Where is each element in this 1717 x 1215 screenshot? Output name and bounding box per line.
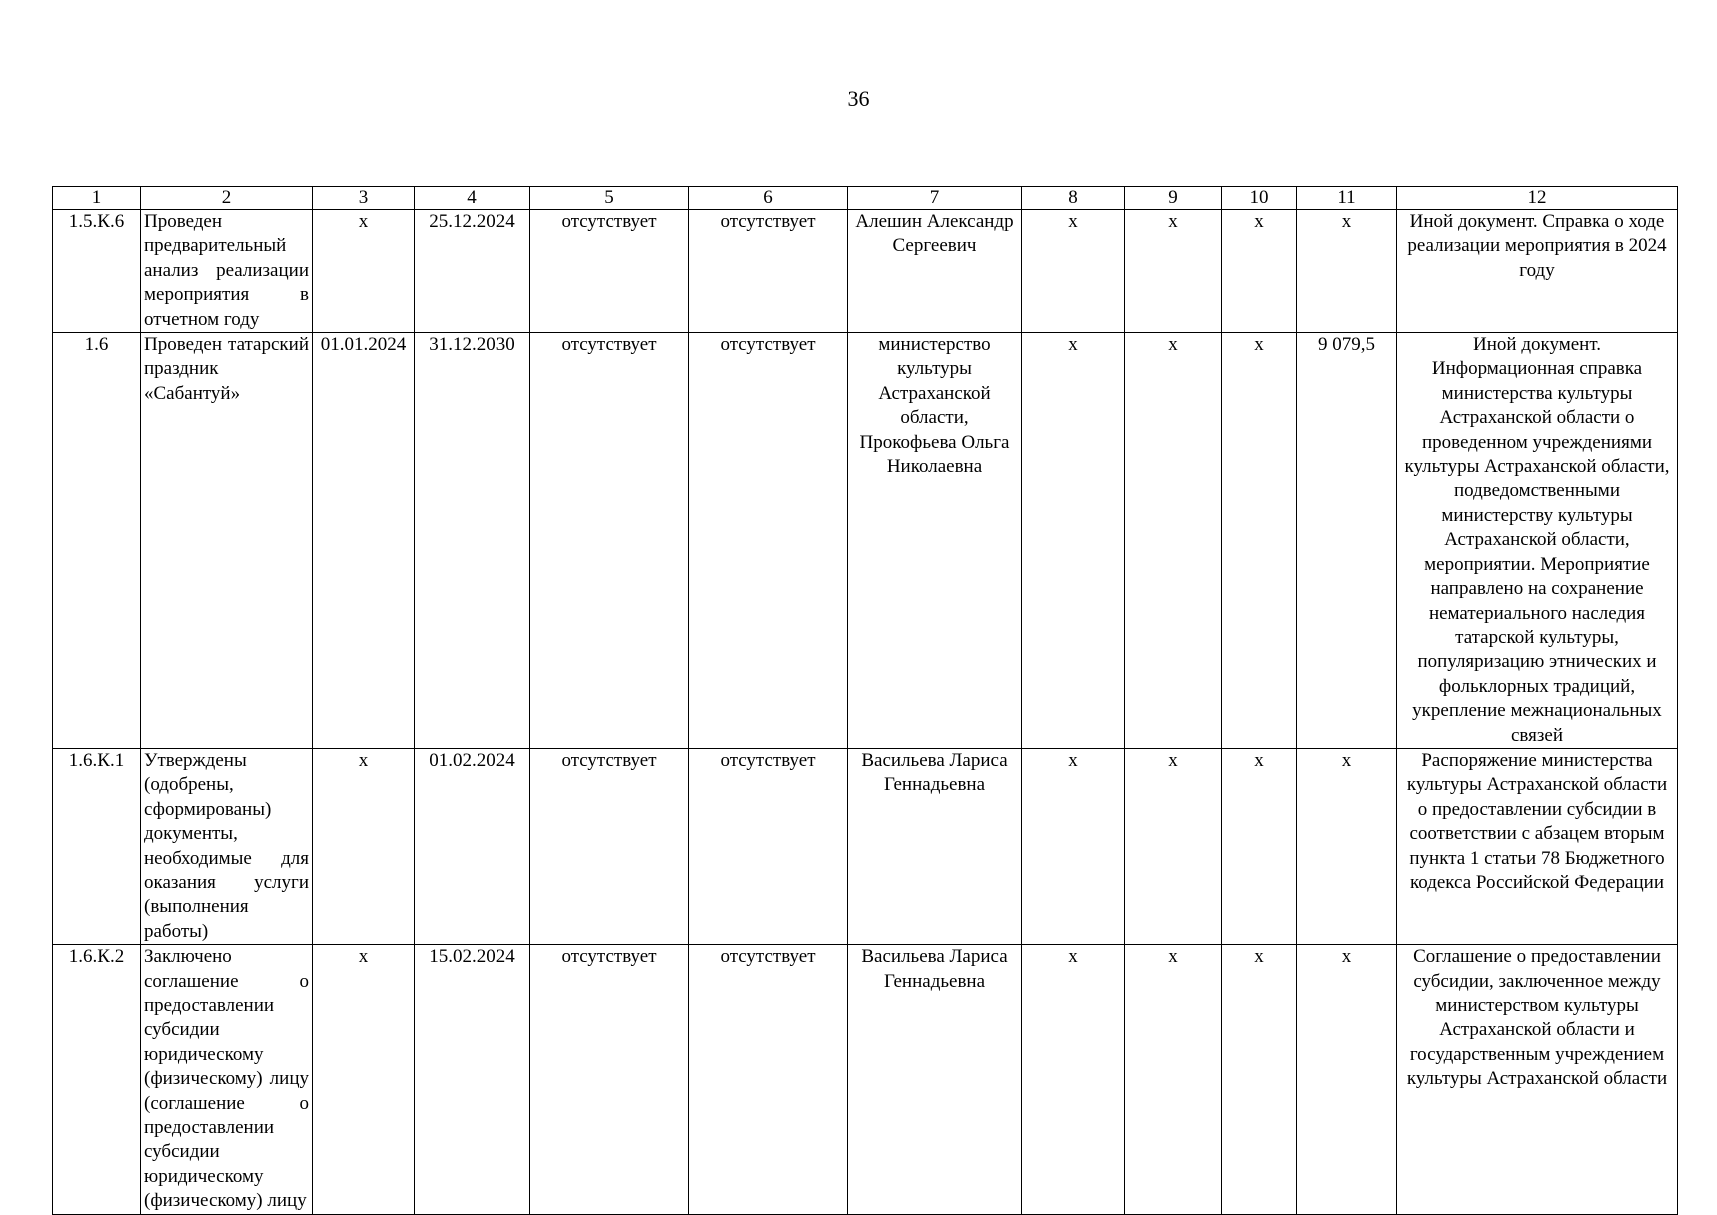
col-header-11: 11	[1297, 187, 1397, 210]
cell-id: 1.6.К.1	[53, 748, 141, 944]
col-header-10: 10	[1222, 187, 1297, 210]
col-header-4: 4	[415, 187, 530, 210]
data-table	[52, 186, 1678, 1215]
col-header-1: 1	[53, 187, 141, 210]
cell-col10: x	[1222, 333, 1297, 749]
table-row	[53, 210, 1678, 333]
cell-col6: отсутствует	[689, 210, 848, 333]
table-row	[53, 748, 1678, 944]
cell-col10: x	[1222, 945, 1297, 1214]
cell-end: 31.12.2030	[415, 333, 530, 749]
table-row	[53, 333, 1678, 749]
cell-col6: отсутствует	[689, 748, 848, 944]
col-header-9: 9	[1125, 187, 1222, 210]
cell-col11: x	[1297, 748, 1397, 944]
cell-col9: x	[1125, 210, 1222, 333]
cell-col5: отсутствует	[530, 945, 689, 1214]
table-row	[53, 945, 1678, 1214]
cell-responsible: Васильева Лариса Геннадьевна	[848, 945, 1022, 1214]
cell-name: Утверждены (одобрены, сформированы) документы, необходимые для оказания услуги (выполнения работы)	[141, 748, 313, 944]
cell-col11: x	[1297, 945, 1397, 1214]
col-header-8: 8	[1022, 187, 1125, 210]
cell-document: Иной документ. Информационная справка министерства культуры Астраханской области о проведенном учреждениями культуры Астраханской области, подведомственными министерству культуры Астраханской области, мероприятии. Мероприятие направлено на сохранение нематериального наследия татарской культуры, популяризацию этнических и фольклорных традиций, укрепление межнациональных связей	[1397, 333, 1678, 749]
cell-col8: x	[1022, 210, 1125, 333]
cell-col6: отсутствует	[689, 945, 848, 1214]
col-header-3: 3	[313, 187, 415, 210]
cell-col11: x	[1297, 210, 1397, 333]
cell-start: x	[313, 748, 415, 944]
cell-col5: отсутствует	[530, 210, 689, 333]
cell-end: 25.12.2024	[415, 210, 530, 333]
cell-responsible: Алешин Александр Сергеевич	[848, 210, 1022, 333]
cell-col10: x	[1222, 210, 1297, 333]
cell-name: Заключено соглашение о предоставлении субсидии юридическому (физическому) лицу (соглашение о предоставлении субсидии юридическому (физическому) лицу	[141, 945, 313, 1214]
col-header-12: 12	[1397, 187, 1678, 210]
page-number: 36	[847, 86, 870, 111]
cell-col6: отсутствует	[689, 333, 848, 749]
cell-id: 1.6	[53, 333, 141, 749]
cell-start: 01.01.2024	[313, 333, 415, 749]
cell-id: 1.6.К.2	[53, 945, 141, 1214]
cell-name: Проведен предварительный анализ реализации мероприятия в отчетном году	[141, 210, 313, 333]
cell-col8: x	[1022, 748, 1125, 944]
cell-col5: отсутствует	[530, 748, 689, 944]
cell-col9: x	[1125, 748, 1222, 944]
cell-col10: x	[1222, 748, 1297, 944]
cell-document: Иной документ. Справка о ходе реализации мероприятия в 2024 году	[1397, 210, 1678, 333]
cell-document: Соглашение о предоставлении субсидии, заключенное между министерством культуры Астраханской области и государственным учреждением культуры Астраханской области	[1397, 945, 1678, 1214]
cell-col9: x	[1125, 333, 1222, 749]
cell-id: 1.5.К.6	[53, 210, 141, 333]
cell-name: Проведен татарский праздник «Сабантуй»	[141, 333, 313, 749]
cell-col9: x	[1125, 945, 1222, 1214]
header-row	[53, 187, 1678, 210]
cell-col5: отсутствует	[530, 333, 689, 749]
col-header-2: 2	[141, 187, 313, 210]
cell-responsible: Васильева Лариса Геннадьевна	[848, 748, 1022, 944]
cell-start: x	[313, 210, 415, 333]
cell-col11: 9 079,5	[1297, 333, 1397, 749]
col-header-7: 7	[848, 187, 1022, 210]
cell-start: x	[313, 945, 415, 1214]
col-header-5: 5	[530, 187, 689, 210]
cell-responsible: министерство культуры Астраханской области, Прокофьева Ольга Николаевна	[848, 333, 1022, 749]
cell-col8: x	[1022, 333, 1125, 749]
cell-document: Распоряжение министерства культуры Астраханской области о предоставлении субсидии в соответствии с абзацем вторым пункта 1 статьи 78 Бюджетного кодекса Российской Федерации	[1397, 748, 1678, 944]
cell-end: 01.02.2024	[415, 748, 530, 944]
cell-end: 15.02.2024	[415, 945, 530, 1214]
cell-col8: x	[1022, 945, 1125, 1214]
col-header-6: 6	[689, 187, 848, 210]
